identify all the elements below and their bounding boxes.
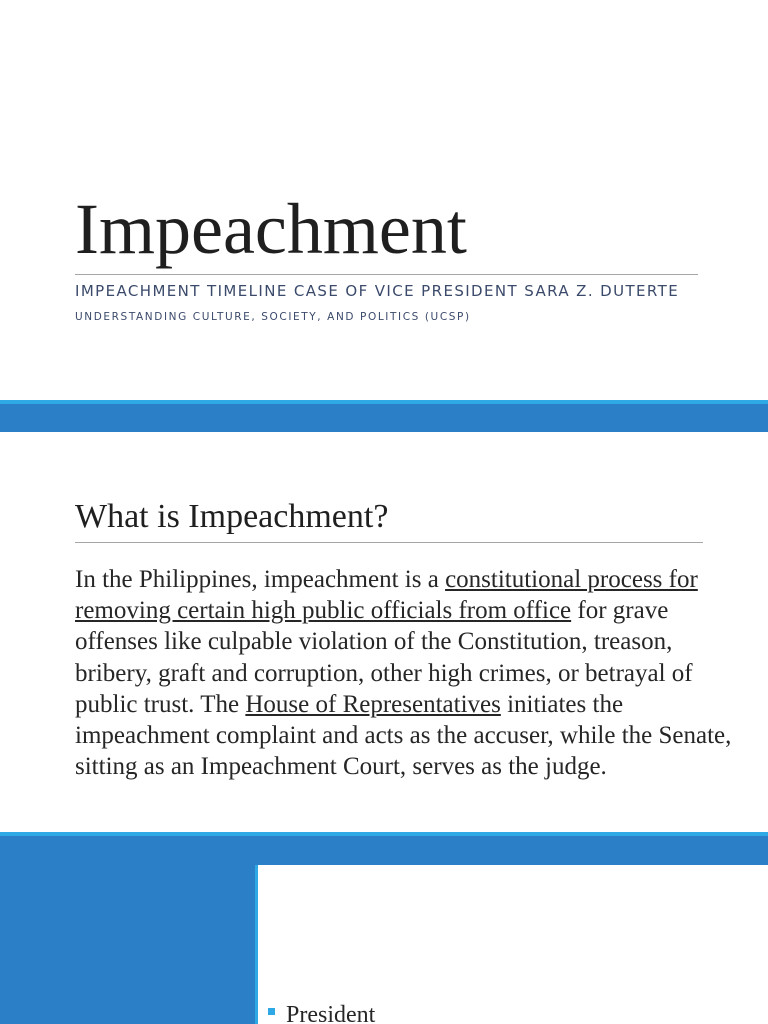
definition-paragraph — [75, 564, 735, 782]
body-text-part-1: In the Philippines, impeachment is a — [75, 566, 446, 593]
title-slide — [0, 0, 768, 400]
side-panel — [0, 865, 255, 1024]
slide-subtitle: IMPEACHMENT TIMELINE CASE OF VICE PRESIDENT SARA Z. DUTERTE — [75, 282, 680, 300]
officials-slide — [0, 865, 768, 1024]
officials-list — [268, 1000, 375, 1024]
slide-separator — [0, 832, 768, 865]
title-divider — [75, 274, 698, 275]
course-subtitle: UNDERSTANDING CULTURE, SOCIETY, AND POLITICS (UCSP) — [75, 311, 471, 323]
body-text-part-2: for grave offenses like culpable violation of the Constitution, treason, bribery, graft and corruption, other high crimes, or betrayal of public trust. The — [75, 597, 693, 718]
square-bullet-icon — [268, 1008, 275, 1015]
list-item — [268, 1000, 375, 1024]
list-item-label: President — [286, 1002, 376, 1024]
definition-slide — [0, 432, 768, 832]
body-text-part-3: initiates the impeachment complaint and acts as the accuser, while the Senate, sitting as an Impeachment Court, serves as the judge. — [75, 690, 732, 781]
side-panel-edge — [255, 865, 258, 1024]
constitutional-process-link[interactable]: constitutional process for removing certain high public officials from office — [75, 566, 698, 625]
page-title: Impeachment — [75, 189, 467, 269]
house-of-representatives-link[interactable]: House of Representatives — [245, 690, 501, 718]
separator-accent — [0, 400, 768, 404]
slide-separator — [0, 400, 768, 432]
separator-accent — [0, 832, 768, 836]
section-title: What is Impeachment? — [75, 498, 389, 535]
section-divider — [75, 542, 703, 543]
